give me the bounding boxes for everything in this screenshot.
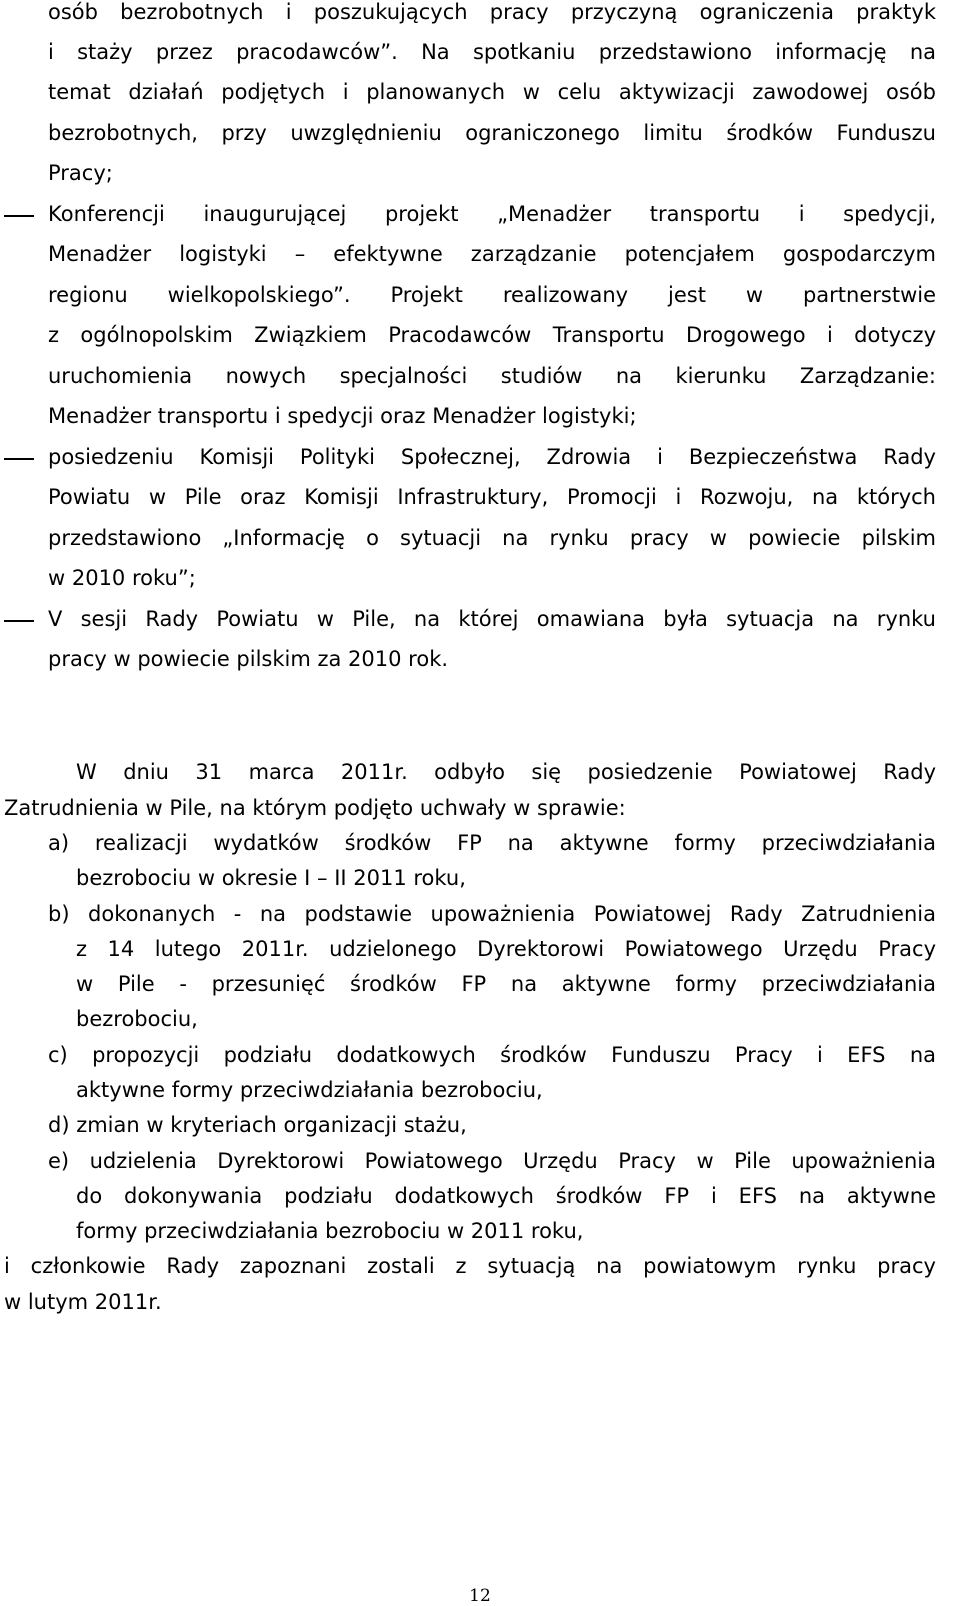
resolution-line: do dokonywania podziału dodatkowych środków FP i EFS na aktywne — [76, 1184, 936, 1208]
list-item-line: przedstawiono „Informację o sytuacji na rynku pracy w powiecie pilskim — [48, 526, 936, 550]
list-item-line: Menadżer logistyki – efektywne zarządzanie potencjałem gospodarczym — [48, 242, 936, 266]
list-item-line: Powiatu w Pile oraz Komisji Infrastruktury, Promocji i Rozwoju, na których — [48, 485, 936, 509]
list-item-line: Menadżer transportu i spedycji oraz Menadżer logistyki; — [48, 404, 637, 428]
closing-line: i członkowie Rady zapoznani zostali z sytuacją na powiatowym rynku pracy — [4, 1254, 936, 1278]
list-item-line: Konferencji inaugurującej projekt „Menadżer transportu i spedycji, — [48, 202, 936, 226]
intro-line: osób bezrobotnych i poszukujących pracy przyczyną ograniczenia praktyk — [48, 0, 936, 24]
resolution-line: bezrobociu, — [76, 1007, 198, 1031]
intro-line: bezrobotnych, przy uwzględnieniu ograniczonego limitu środków Funduszu — [48, 121, 936, 145]
list-item-line: uruchomienia nowych specjalności studiów na kierunku Zarządzanie: — [48, 364, 936, 388]
dash-bullet-icon — [4, 458, 34, 460]
list-item-line: regionu wielkopolskiego”. Projekt realizowany jest w partnerstwie — [48, 283, 936, 307]
meeting-intro-line: W dniu 31 marca 2011r. odbyło się posiedzenie Powiatowej Rady — [76, 760, 936, 784]
list-item-line: w 2010 roku”; — [48, 566, 196, 590]
resolution-line: d) zmian w kryteriach organizacji stażu, — [48, 1113, 467, 1137]
list-item-line: pracy w powiecie pilskim za 2010 rok. — [48, 647, 449, 671]
resolution-line: bezrobociu w okresie I – II 2011 roku, — [76, 866, 466, 890]
resolution-line: formy przeciwdziałania bezrobociu w 2011 roku, — [76, 1219, 584, 1243]
resolution-line: a) realizacji wydatków środków FP na aktywne formy przeciwdziałania — [48, 831, 936, 855]
list-item-line: posiedzeniu Komisji Polityki Społecznej, Zdrowia i Bezpieczeństwa Rady — [48, 445, 936, 469]
list-item-line: z ogólnopolskim Związkiem Pracodawców Transportu Drogowego i dotyczy — [48, 323, 936, 347]
resolution-line: aktywne formy przeciwdziałania bezrobociu, — [76, 1078, 543, 1102]
resolution-line: e) udzielenia Dyrektorowi Powiatowego Urzędu Pracy w Pile upoważnienia — [48, 1149, 936, 1173]
page-number: 12 — [469, 1586, 491, 1606]
list-item-line: V sesji Rady Powiatu w Pile, na której omawiana była sytuacja na rynku — [48, 607, 936, 631]
intro-line: i staży przez pracodawców”. Na spotkaniu przedstawiono informację na — [48, 40, 936, 64]
intro-line: temat działań podjętych i planowanych w celu aktywizacji zawodowej osób — [48, 80, 936, 104]
meeting-intro-line: Zatrudnienia w Pile, na którym podjęto uchwały w sprawie: — [4, 796, 626, 820]
dash-bullet-icon — [4, 620, 34, 622]
resolution-line: z 14 lutego 2011r. udzielonego Dyrektorowi Powiatowego Urzędu Pracy — [76, 937, 936, 961]
closing-line: w lutym 2011r. — [4, 1290, 162, 1314]
dash-bullet-icon — [4, 215, 34, 217]
resolution-line: c) propozycji podziału dodatkowych środków Funduszu Pracy i EFS na — [48, 1043, 936, 1067]
resolution-line: b) dokonanych - na podstawie upoważnienia Powiatowej Rady Zatrudnienia — [48, 902, 936, 926]
intro-line: Pracy; — [48, 161, 113, 185]
resolution-line: w Pile - przesunięć środków FP na aktywne formy przeciwdziałania — [76, 972, 936, 996]
